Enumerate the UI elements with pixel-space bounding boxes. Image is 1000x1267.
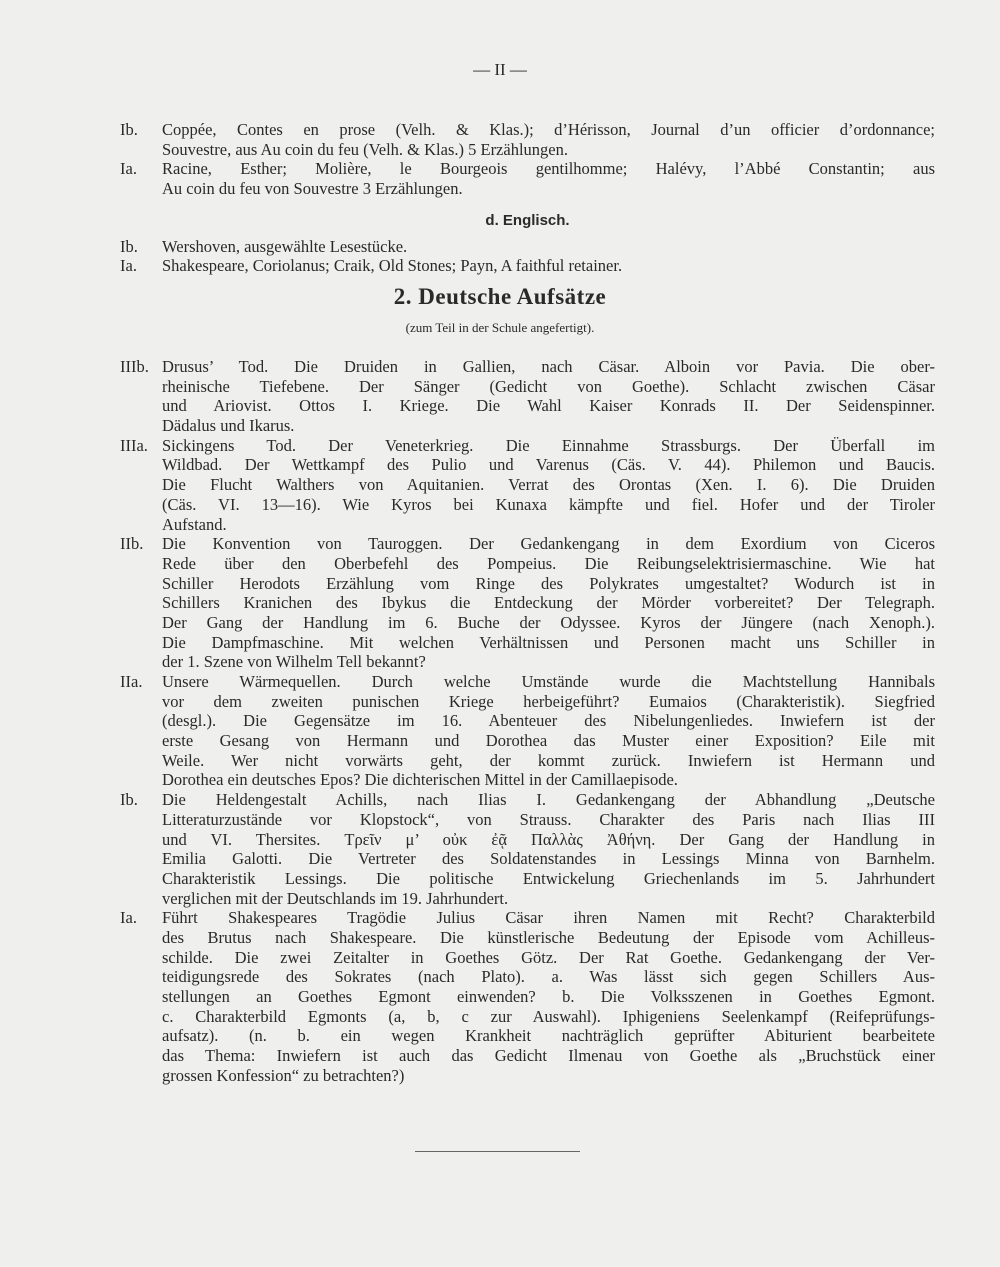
class-label: IIb. [120,534,144,554]
class-label: Ia. [120,908,137,928]
text-line: Die Konvention von Tauroggen. Der Gedankengang in dem Exordium von Ciceros [162,534,935,554]
class-label: Ib. [120,790,138,810]
text-line: Die Flucht Walthers von Aquitanien. Verrat des Orontas (Xen. I. 6). Die Druiden [162,475,935,495]
text-line: rheinische Tiefebene. Der Sänger (Gedicht von Goethe). Schlacht zwischen Cäsar [162,376,935,396]
list-entry [120,534,935,672]
text-line: Souvestre, aus Au coin du feu (Velh. & Klas.) 5 Erzählungen. [162,139,568,159]
essay-topics-list [120,357,935,1085]
class-label: Ia. [120,159,137,179]
text-line: Der Gang der Handlung im 6. Buche der Odyssee. Kyros der Jüngere (nach Xenoph.). [162,612,935,632]
text-line: Litteraturzustände vor Klopstock“, von Strauss. Charakter des Paris nach Ilias III [162,809,935,829]
text-line: Racine, Esther; Molière, le Bourgeois gentilhomme; Halévy, l’Abbé Constantin; aus [162,159,935,179]
section-subtitle: (zum Teil in der Schule angefertigt). [405,320,595,335]
list-entry [120,120,935,159]
text-line: erste Gesang von Hermann und Dorothea das Muster einer Exposition? Eile mit [162,731,935,751]
text-line: und VI. Thersites. Τρεῖν μ’ οὐκ ἐᾷ Παλλὰς Ἀθήνη. Der Gang der Handlung in [162,829,935,849]
text-line: Rede über den Oberbefehl des Pompeius. Die Reibungselektrisiermaschine. Wie hat [162,553,935,573]
text-line: der 1. Szene von Wilhelm Tell bekannt? [162,652,426,672]
list-entry [120,790,935,908]
text-line: Schiller Herodots Erzählung vom Ringe des Polykrates umgestaltet? Wodurch ist in [162,573,935,593]
text-line: aufsatz). (n. b. ein wegen Krankheit nachträglich geprüfter Abiturient bearbeitete [162,1026,935,1046]
text-line: Wildbad. Der Wettkampf des Pulio und Varenus (Cäs. V. 44). Philemon und Baucis. [162,455,935,475]
text-line: Die Dampfmaschine. Mit welchen Verhältnissen und Personen macht uns Schiller in [162,632,935,652]
text-line: (desgl.). Die Gegensätze im 16. Abenteuer des Nibelungenliedes. Inwiefern ist der [162,711,935,731]
text-line: Dorothea ein deutsches Epos? Die dichterischen Mittel in der Camillaepisode. [162,770,678,790]
text-line: teidigungsrede des Sokrates (nach Plato). a. Was lässt sich gegen Schillers Aus- [162,967,935,987]
class-label: IIIb. [120,357,149,376]
text-line: c. Charakterbild Egmonts (a, b, c zur Auswahl). Iphigeniens Seelenkampf (Reifeprüfungs- [162,1006,935,1026]
text-line: Aufstand. [162,514,227,534]
text-line: Dädalus und Ikarus. [162,416,295,436]
text-line: schilde. Die zwei Zeitalter in Goethes Götz. Der Rat Goethe. Gedankengang der Ver- [162,947,935,967]
list-entry [120,908,935,1085]
text-line: Wershoven, ausgewählte Lesestücke. [162,236,408,256]
class-label: IIa. [120,672,143,691]
text-line: Au coin du feu von Souvestre 3 Erzählungen. [162,179,463,199]
text-line: das Thema: Inwiefern ist auch das Gedicht Ilmenau von Goethe als „Bruchstück einer [162,1046,935,1066]
class-label: Ib. [120,236,138,256]
text-line: verglichen mit der Deutschlands im 19. Jahrhundert. [162,888,509,908]
text-line: Drusus’ Tod. Die Druiden in Gallien, nach Cäsar. Alboin vor Pavia. Die ober- [162,357,935,376]
text-line: Unsere Wärmequellen. Durch welche Umstände wurde die Machtstellung Hannibals [162,672,935,691]
text-line: (Cäs. VI. 13—16). Wie Kyros bei Kunaxa kämpfte und fiel. Hofer und der Tiroler [162,494,935,514]
english-entries [120,237,935,276]
class-label: Ia. [120,256,137,276]
text-line: des Brutus nach Shakespeare. Die künstlerische Bedeutung der Episode vom Achilleus- [162,927,935,947]
essay-entries [120,357,935,1085]
text-line: Shakespeare, Coriolanus; Craik, Old Stones; Payn, A faithful retainer. [162,256,623,276]
list-entry [120,672,935,790]
text-line: und Ariovist. Ottos I. Kriege. Die Wahl Kaiser Konrads II. Der Seidenspinner. [162,396,935,416]
list-entry [120,256,935,276]
text-line: Führt Shakespeares Tragödie Julius Cäsar ihren Namen mit Recht? Charakterbild [162,908,935,928]
text-line: vor dem zweiten punischen Kriege herbeigeführt? Eumaios (Charakteristik). Siegfried [162,691,935,711]
english-heading: d. Englisch. [485,211,570,229]
list-entry [120,436,935,534]
text-line: grossen Konfession“ zu betrachten?) [162,1065,405,1085]
list-entry [120,357,935,436]
section-title: 2. Deutsche Aufsätze [393,284,607,309]
text-line: stellungen an Goethes Egmont einwenden? b. Die Volksszenen in Goethes Egmont. [162,987,935,1006]
text-line: Emilia Galotti. Die Vertreter des Soldatenstandes in Lessings Minna von Barnhelm. [162,849,935,869]
text-line: Schillers Kranichen des Ibykus die Entdeckung der Mörder vorbereitet? Der Telegraph. [162,593,935,613]
text-line: Weile. Wer nicht vorwärts geht, der kommt zurück. Inwiefern ist Hermann und [162,750,935,770]
list-entry [120,237,935,257]
class-label: Ib. [120,120,138,139]
class-label: IIIa. [120,435,148,455]
closing-rule [415,1151,580,1152]
text-line: Sickingens Tod. Der Veneterkrieg. Die Einnahme Strassburgs. Der Überfall im [162,435,935,455]
text-line: Die Heldengestalt Achills, nach Ilias I. Gedankengang der Abhandlung „Deutsche [162,790,935,810]
french-entries [120,120,935,199]
page-number: — II — [473,60,527,79]
text-line: Charakteristik Lessings. Die politische Entwickelung Griechenlands im 5. Jahrhundert [162,868,935,888]
text-line: Coppée, Contes en prose (Velh. & Klas.); d’Hérisson, Journal d’un officier d’ordonnance; [162,120,935,139]
list-entry [120,159,935,198]
french-reading-list [120,120,935,276]
